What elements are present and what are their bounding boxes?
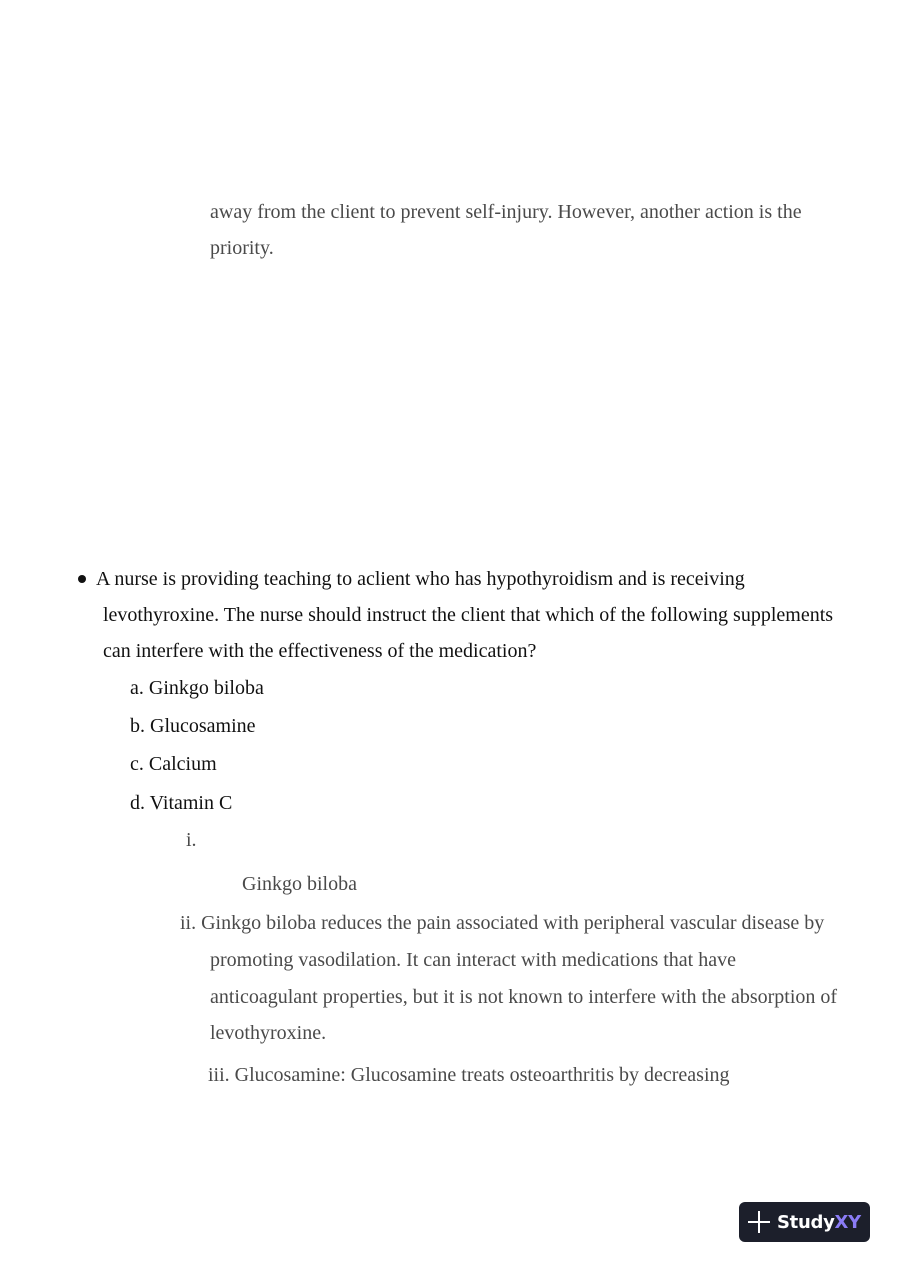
question-line-3: can interfere with the effectiveness of the medication?: [103, 640, 537, 662]
continuation-line-1: away from the client to prevent self-injury. However, another action is the: [210, 201, 802, 223]
rationale-i-text: Ginkgo biloba: [242, 873, 357, 895]
rationale-ii-line-3: anticoagulant properties, but it is not known to interfere with the absorption of: [210, 986, 838, 1008]
logo-text-main: Study: [777, 1211, 835, 1233]
rationale-ii-line-2: promoting vasodilation. It can interact with medications that have: [210, 949, 736, 971]
continuation-line-2: priority.: [210, 237, 274, 259]
question-line-2: levothyroxine. The nurse should instruct the client that which of the following supplements: [103, 604, 834, 626]
question-line-1: A nurse is providing teaching to aclient who has hypothyroidism and is receiving: [96, 568, 745, 590]
rationale-iii-line-1: iii. Glucosamine: Glucosamine treats osteoarthritis by decreasing: [208, 1064, 730, 1086]
bullet-icon: [78, 575, 86, 583]
rationale-ii-line-1: ii. Ginkgo biloba reduces the pain associated with peripheral vascular disease by: [180, 912, 825, 934]
rationale-i-marker: i.: [186, 829, 197, 851]
logo-wordmark: [777, 1212, 861, 1233]
option-d: d. Vitamin C: [130, 792, 233, 814]
option-b: b. Glucosamine: [130, 715, 256, 737]
logo-text-accent: XY: [834, 1211, 861, 1233]
studyxy-logo: [739, 1202, 870, 1242]
option-c: c. Calcium: [130, 753, 217, 775]
plus-icon: [748, 1211, 770, 1233]
rationale-ii-line-4: levothyroxine.: [210, 1022, 327, 1044]
option-a: a. Ginkgo biloba: [130, 677, 264, 699]
